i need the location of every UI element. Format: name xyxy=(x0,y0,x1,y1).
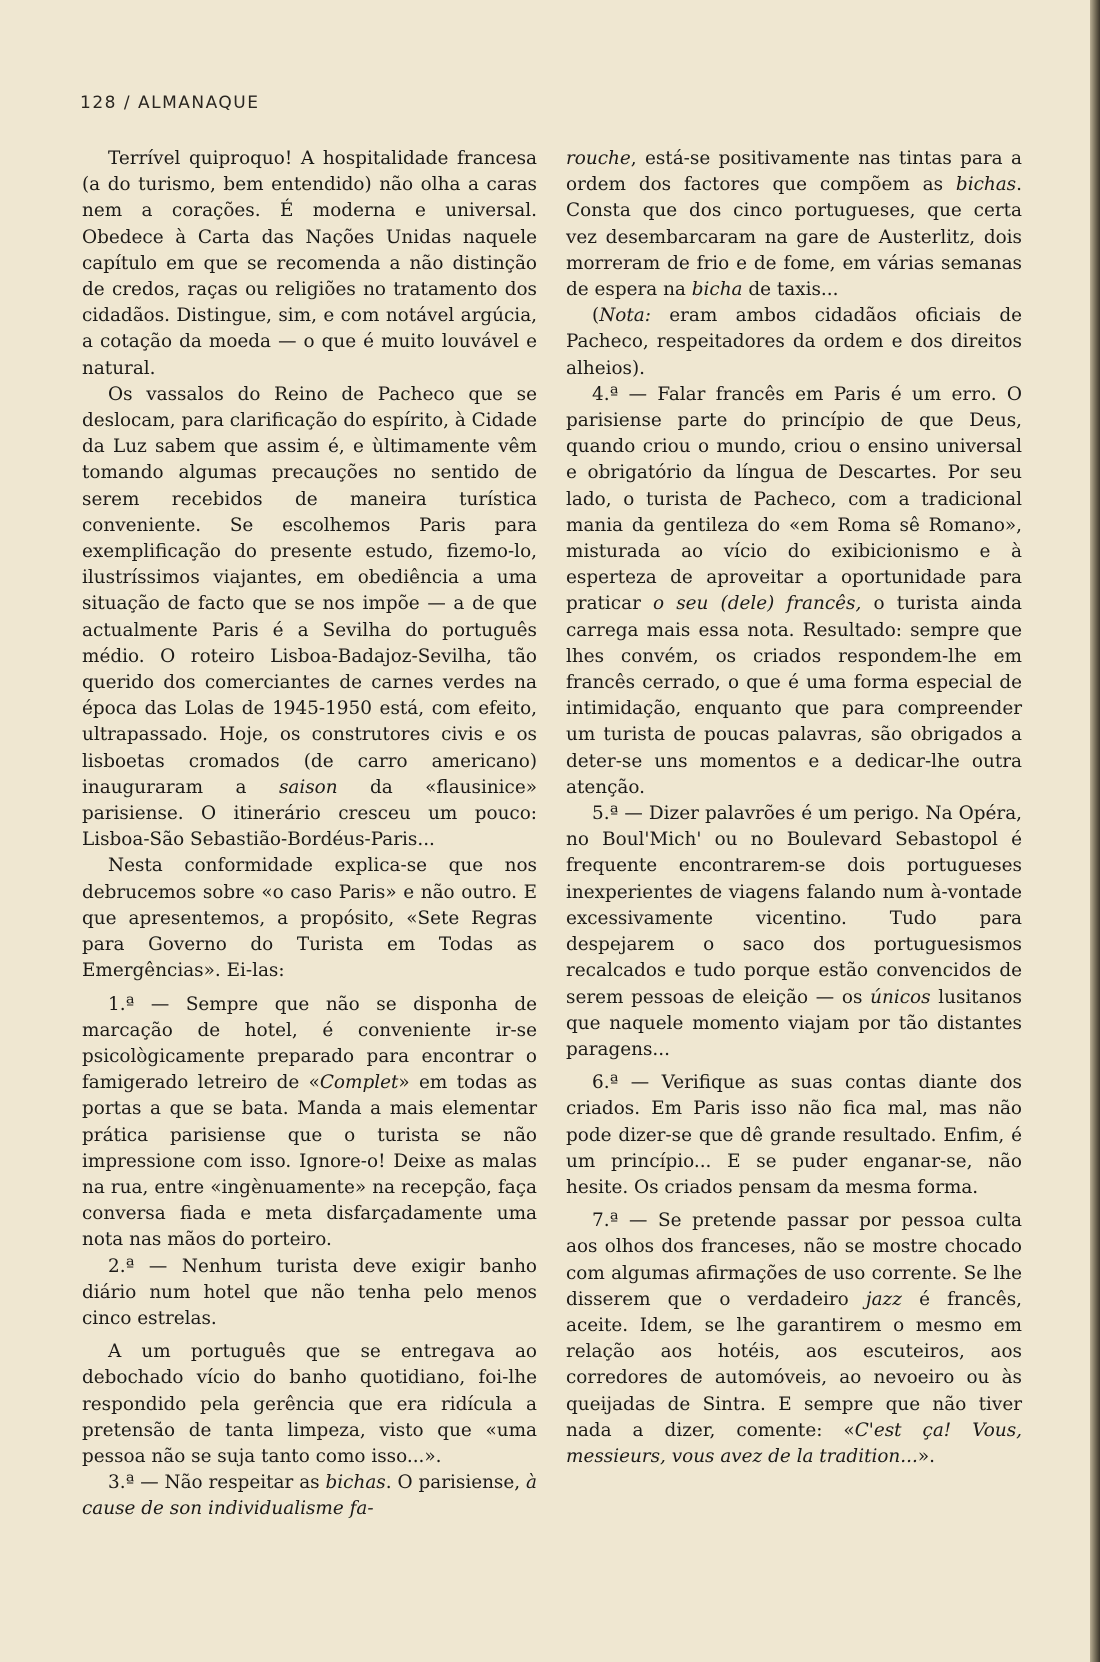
rule-6: 6.ª — Verifique as suas contas diante dos criados. Em Paris isso não fica mal, mas não pode dizer-se que dê grande resultado. Enfim, é um princípio... E se puder enganar-se, não hesite. Os criados pensam da mesma forma. xyxy=(566,1072,1022,1198)
rule-3: 3.ª — Não respeitar as bichas. O parisiense, à cause de son individualisme fa- xyxy=(82,1472,537,1520)
rule-7: 7.ª — Se pretende passar por pessoa culta aos olhos dos franceses, não se mostre chocado com algumas afirmações de uso corrente. Se lhe disserem que o verdadeiro jazz é francês, aceite. Idem, se lhe garantirem o mesmo em relação aos hotéis, aos escuteiros, aos corredores de automóveis, ao nevoeiro ou às queijadas de Sintra. E sempre que não tiver nada a dizer, comente: «C'est ça! Vous, messieurs, vous avez de la tradition...». xyxy=(566,1210,1023,1467)
paragraph: Os vassalos do Reino de Pacheco que se deslocam, para clarificação do espírito, à Cidade da Luz sabem que assim é, e ùltimamente vêm tomando algumas precauções no sentido de serem recebidos de maneira turística conveniente. Se escolhemos Paris para exemplificação do presente estudo, fizemo-lo, ilustríssimos viajantes, em obediência a uma situação de facto que se nos impõe — a de que actualmente Paris é a Sevilha do português médio. O roteiro Lisboa-Badajoz-Sevilha, tão querido dos comerciantes de carnes verdes na época das Lolas de 1945-1950 está, com efeito, ultrapassado. Hoje, os construtores civis e os lisboetas cromados (de carro americano) inauguraram a saison da «flausinice» parisiense. O itinerário cresceu um pouco: Lisboa-São Sebastião-Bordéus-Paris... xyxy=(82,383,537,851)
rule-4: 4.ª — Falar francês em Paris é um erro. O parisiense parte do princípio de que Deus, quando criou o mundo, criou o ensino universal e obrigatório da língua de Descartes. Por seu lado, o turista de Pacheco, com a tradicional mania da gentileza do «em Roma sê Romano», misturada ao vício do exibicionismo e à esperteza de aproveitar a oportunidade para praticar o seu (dele) francês, o turista ainda carrega mais essa nota. Resultado: sempre que lhes convém, os criados respondem-lhe em francês cerrado, o que é uma forma especial de intimidação, enquanto que para compreender um turista de poucas palavras, são obrigados a deter-se uns momentos e a dedicar-lhe outra atenção. xyxy=(566,383,1022,798)
rule-1: 1.ª — Sempre que não se disponha de marcação de hotel, é conveniente ir-se psicològicamente preparado para encontrar o famigerado letreiro de «Complet» em todas as portas a que se bata. Manda a mais elementar prática parisiense que o turista se não impressione com isso. Ignore-o! Deixe as malas na rua, entre «ingènuamente» na recepção, faça conversa fiada e meta disfarçadamente uma nota nas mãos do porteiro. xyxy=(82,993,538,1251)
rule-5: 5.ª — Dizer palavrões é um perigo. Na Opéra, no Boul'Mich' ou no Boulevard Sebastopol é frequente encontrarem-se dois portugueses inexperientes de viagens falando num à-vontade excessivamente vicentino. Tudo para despejarem o saco dos portuguesismos recalcados e tudo porque estão convencidos de serem pessoas de eleição — os únicos lusitanos que naquele momento viajam por tão distantes paragens... xyxy=(566,803,1022,1060)
right-column xyxy=(566,146,1022,1470)
running-header: 128 / ALMANAQUE xyxy=(80,93,260,113)
paragraph: A um português que se entregava ao debochado vício do banho quotidiano, foi-lhe respondido pela gerência que era ridícula a pretensão de tanta limpeza, visto que «uma pessoa não se suja tanto como isso...». xyxy=(82,1341,537,1467)
rule-2: 2.ª — Nenhum turista deve exigir banho diário num hotel que não tenha pelo menos cinco estrelas. xyxy=(82,1255,537,1329)
left-column xyxy=(82,146,537,1523)
paragraph: Nesta conformidade explica-se que nos debrucemos sobre «o caso Paris» e não outro. E que apresentemos, a propósito, «Sete Regras para Governo do Turista em Todas as Emergências». Ei-las: xyxy=(82,855,537,982)
paragraph-continued: rouche, está-se positivamente nas tintas para a ordem dos factores que compõem as bichas. Consta que dos cinco portugueses, que certa vez desembarcaram na gare de Austerlitz, dois morreram de frio e de fome, em várias semanas de espera na bicha de taxis... xyxy=(566,148,1022,301)
paragraph: Terrível quiproquo! A hospitalidade francesa (a do turismo, bem entendido) não olha a caras nem a corações. É moderna e universal. Obedece à Carta das Nações Unidas naquele capítulo em que se recomenda a não distinção de credos, raças ou religiões no tratamento dos cidadãos. Distingue, sim, e com notável argúcia, a cotação da moeda — o que é muito louvável e natural. xyxy=(82,148,537,379)
note-paragraph: (Nota: eram ambos cidadãos oficiais de Pacheco, respeitadores da ordem e dos direitos alheios). xyxy=(566,305,1022,379)
book-spine-edge xyxy=(1090,0,1100,1662)
